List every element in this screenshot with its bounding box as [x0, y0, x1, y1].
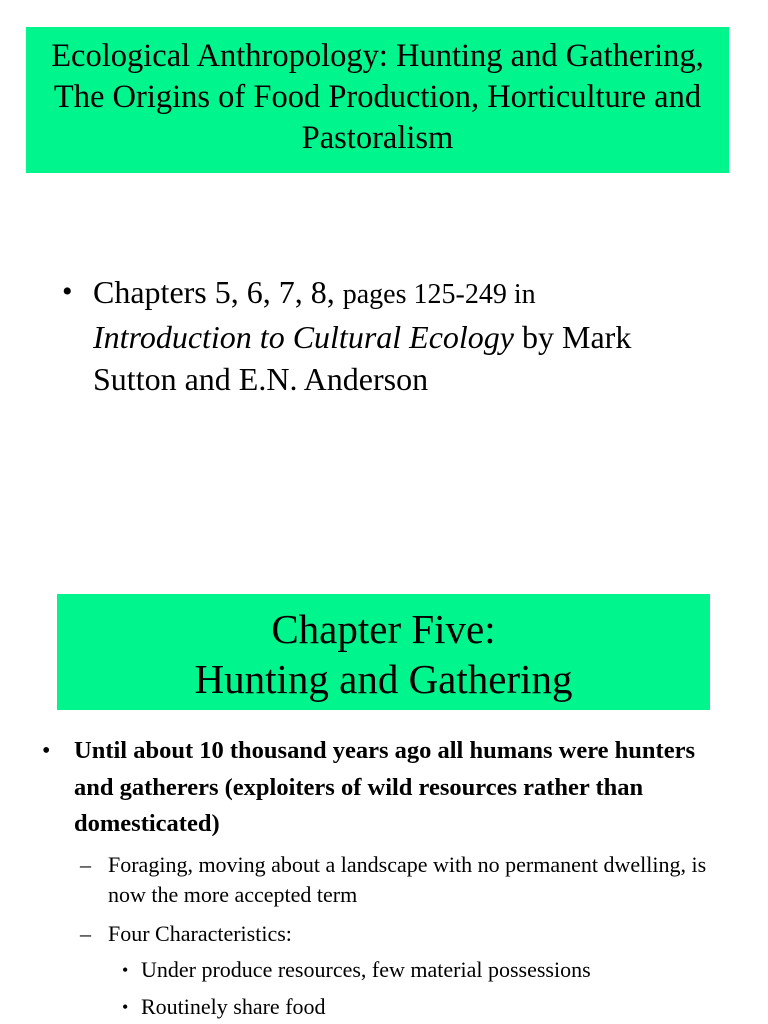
hunters-gatherers-text: Until about 10 thousand years ago all humans were hunters and gatherers (exploiters of wild resources rather than domesticated) [74, 737, 695, 837]
characteristic-text: Under produce resources, few material possessions [141, 957, 591, 982]
four-characteristics-text: Four Characteristics: [108, 921, 292, 946]
characteristic-text: Routinely share food [141, 994, 326, 1019]
pages-range: pages 125-249 in [342, 279, 536, 310]
foraging-text: Foraging, moving about a landscape with no permanent dwelling, is now the more accepted term [108, 852, 707, 907]
chapters-list: Chapters 5, 6, 7, 8, [93, 274, 343, 310]
four-characteristics-sub-bullet [80, 919, 720, 949]
chapters-bullet-text [93, 271, 702, 400]
bullet-icon: • [122, 960, 129, 980]
characteristic-item [122, 955, 742, 985]
foraging-sub-bullet [80, 850, 720, 909]
book-title: Introduction to Cultural Ecology [93, 319, 514, 355]
slide-title-text: Ecological Anthropology: Hunting and Gathering, The Origins of Food Production, Horticulture and Pastoralism [51, 38, 704, 156]
characteristic-item [122, 992, 742, 1022]
bullet-icon: • [122, 997, 129, 1017]
chapter-subject: Hunting and Gathering [194, 656, 573, 702]
slide-title-ecological-anthropology [26, 27, 729, 173]
bullet-icon: • [62, 275, 73, 308]
chapters-bullet [62, 271, 702, 400]
slide-title-chapter-five [57, 594, 710, 710]
bullet-icon: • [42, 738, 51, 764]
chapter-label: Chapter Five: [271, 606, 496, 652]
dash-icon: – [80, 852, 91, 877]
authors: by Mark Sutton and E.N. Anderson [93, 319, 632, 397]
dash-icon: – [80, 921, 91, 946]
hunters-gatherers-bullet [42, 733, 732, 843]
